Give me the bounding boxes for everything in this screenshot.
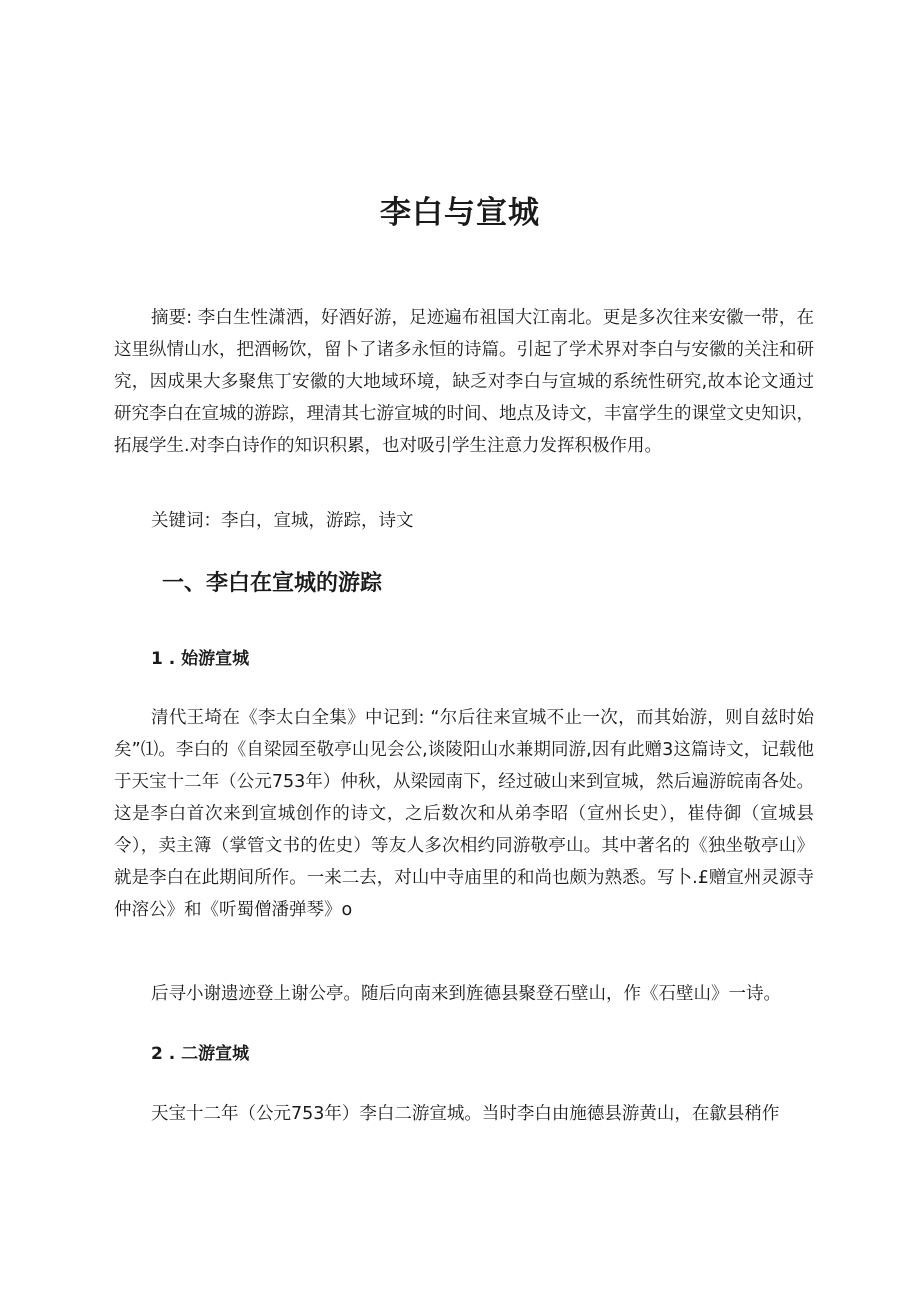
subsection-heading-2: 2 . 二游宣城	[151, 1044, 250, 1064]
subsection-1-paragraph-1: 清代王埼在《李太白全集》中记到: “尔后往来宣城不止一次，而其始游，则自兹时始矣”⑴。李白的《自梁园至敬亭山见会公,谈陵阳山水兼期同游,因有此赠3这篇诗文，记载他于天宝十二年（公元753年）仲秋，从梁园南下，经过破山来到宣城，然后遍游皖南各处。这是李白首次来到宣城创作的诗文，之后数次和从弟李昭（宣州长史），崔侍御（宣城县令），卖主簿（掌管文书的佐史）等友人多次相约同游敬亭山。其中著名的《独坐敬亭山》就是李白在此期间所作。一来二去，对山中寺庙里的和尚也颇为熟悉。写卜.£赠宣州灵源寺仲溶公》和《听蜀僧潘弹琴》o	[114, 708, 814, 920]
keywords-line: 关键词：李白，宣城，游踪，诗文	[151, 511, 414, 531]
subsection-2-paragraph-1: 天宝十二年（公元753年）李白二游宣城。当时李白由施德县游黄山，在歙县稍作	[151, 1104, 780, 1124]
subsection-1-paragraph-2: 后寻小谢遗迹登上谢公亭。随后向南来到旌德县聚登石壁山，作《石壁山》一诗。	[151, 984, 781, 1004]
abstract-paragraph: 摘要: 李白生性潇洒，好酒好游，足迹遍布祖国大江南北。更是多次往来安徽一带，在这里纵情山水，把酒畅饮，留卜了诸多永恒的诗篇。引起了学术界对李白与安徽的关注和研究，因成果大多聚焦丁安徽的大地域环境，缺乏对李白与宣城的系统性研究,故本论文通过研究李白在宣城的游踪，理清其七游宣城的时间、地点及诗文，丰富学生的课堂文史知识，拓展学生.对李白诗作的知识积累，也对吸引学生注意力发挥积极作用。	[114, 308, 814, 456]
subsection-heading-1: 1 . 始游宣城	[151, 649, 250, 669]
document-title: 李白与宣城	[380, 194, 540, 231]
section-heading-1: 一、李白在宣城的游踪	[162, 571, 383, 596]
